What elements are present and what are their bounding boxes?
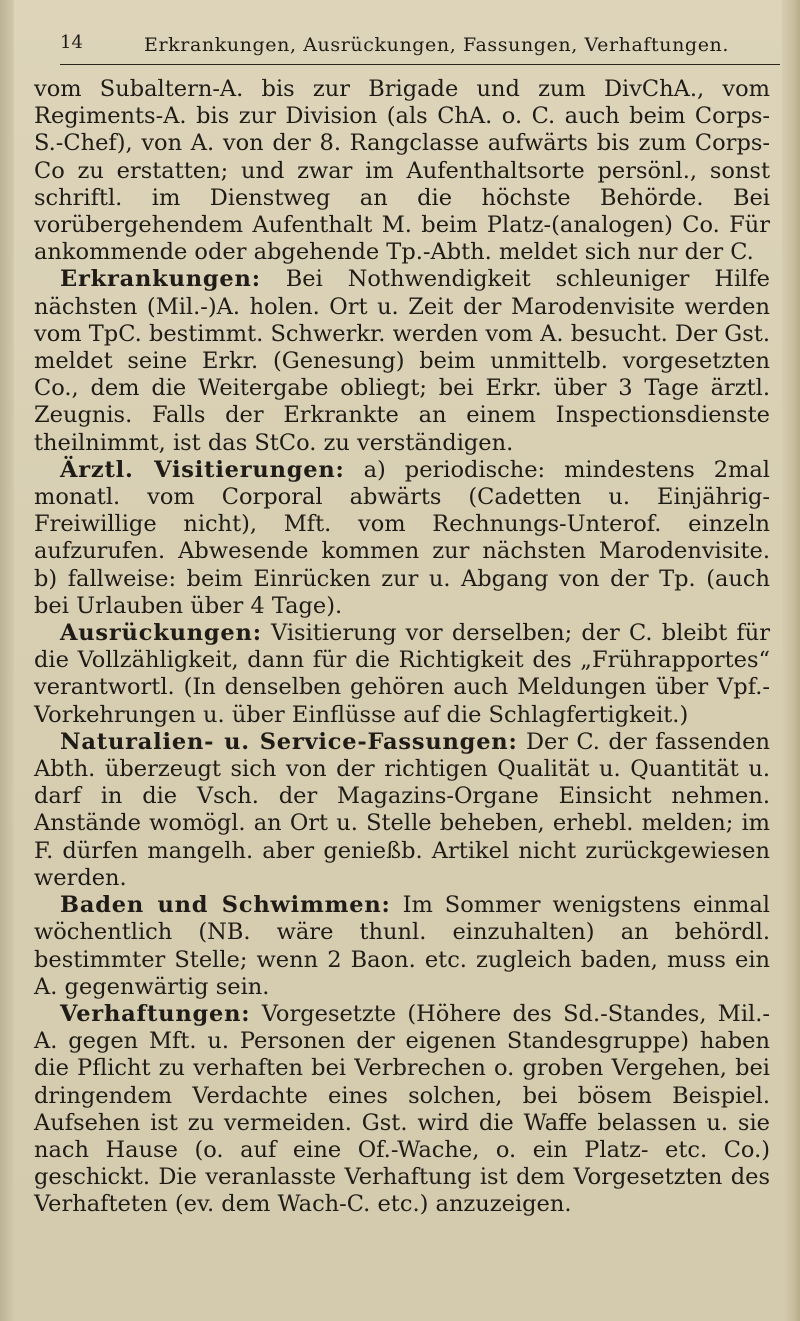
- paragraph-erkrankungen: [34, 266, 770, 456]
- paragraph-text: Der C. der fassenden Abth. überzeugt sich von der richtigen Qualität u. Quantität u. darf in die Vsch. der Magazins-Organe Einsicht nehmen. Anstände womögl. an Ort u. Stelle beheben, erhebl. melden; im F. dürfen mangelh. aber genießb. Artikel nicht zurückgewiesen werden.: [34, 728, 770, 891]
- paragraph-visitierungen: [34, 457, 770, 620]
- running-head: Erkrankungen, Ausrückungen, Fassungen, Verhaftungen.: [144, 34, 730, 56]
- section-heading: Baden und Schwimmen:: [60, 892, 391, 919]
- page-gutter-shadow: [0, 0, 14, 1321]
- paragraph-continuation: [34, 76, 770, 266]
- paragraph-ausrueckungen: [34, 620, 770, 729]
- body-text: [34, 76, 770, 1219]
- section-heading: Erkrankungen:: [60, 266, 261, 293]
- paragraph-verhaftungen: [34, 1001, 770, 1219]
- section-heading: Naturalien- u. Service-Fassungen:: [60, 728, 518, 755]
- paragraph-baden: [34, 892, 770, 1001]
- paragraph-text: a) periodische: mindestens 2mal monatl. vom Corporal abwärts (Cadetten u. Einjährig-Freiwillige nicht), Mft. vom Rechnungs-Unterof. einzeln aufzurufen. Abwesende kommen zur nächsten Marodenvisite. b) fallweise: beim Einrücken zur u. Abgang von der Tp. (auch bei Urlauben über 4 Tage).: [34, 456, 771, 619]
- section-heading: Ausrückungen:: [60, 620, 262, 647]
- section-heading: Ärztl. Visitierungen:: [60, 456, 345, 483]
- page-number: 14: [60, 32, 83, 53]
- paragraph-fassungen: [34, 729, 770, 892]
- paragraph-text: Im Sommer wenigstens einmal wöchentlich (NB. wäre thunl. einzuhalten) an behördl. bestimmter Stelle; wenn 2 Baon. etc. zugleich baden, muss ein A. gegenwärtig sein.: [34, 892, 770, 1000]
- page-edge-shadow: [782, 0, 800, 1321]
- paragraph-text: vom Subaltern-A. bis zur Brigade und zum DivChA., vom Regiments-A. bis zur Division (als ChA. o. C. auch beim Corps-S.-Chef), von A. von der 8. Rangclasse aufwärts bis zum Corps-Co zu erstatten; und zwar im Aufenthaltsorte persönl., sonst schriftl. im Dienstweg an die höchste Behörde. Bei vorübergehendem Aufenthalt M. beim Platz-(analogen) Co. Für ankommende oder abgehende Tp.-Abth. meldet sich nur der C.: [34, 76, 770, 266]
- paragraph-text: Bei Nothwendigkeit schleuniger Hilfe nächsten (Mil.-)A. holen. Ort u. Zeit der Marodenvisite werden vom TpC. bestimmt. Schwerkr. werden vom A. besucht. Der Gst. meldet seine Erkr. (Genesung) beim unmittelb. vorgesetzten Co., dem die Weitergabe obliegt; bei Erkr. über 3 Tage ärztl. Zeugnis. Falls der Erkrankte an einem Inspectionsdienste theilnimmt, ist das StCo. zu verständigen.: [34, 266, 771, 456]
- page-header: [60, 30, 780, 65]
- paragraph-text: Vorgesetzte (Höhere des Sd.-Standes, Mil.-A. gegen Mft. u. Personen der eigenen Standesgruppe) haben die Pflicht zu verhaften bei Verbrechen o. groben Vergehen, bei dringendem Verdachte eines solchen, bei bösem Beispiel. Aufsehen ist zu vermeiden. Gst. wird die Waffe belassen u. sie nach Hause (o. auf eine Of.-Wache, o. ein Platz- etc. Co.) geschickt. Die veranlasste Verhaftung ist dem Vorgesetzten des Verhafteten (ev. dem Wach-C. etc.) anzuzeigen.: [34, 1000, 770, 1218]
- section-heading: Verhaftungen:: [60, 1000, 251, 1027]
- paragraph-text: Visitierung vor derselben; der C. bleibt für die Vollzähligkeit, dann für die Richtigkeit des „Frührapportes“ verantwortl. (In denselben gehören auch Meldungen über Vpf.-Vorkehrungen u. über Einflüsse auf die Schlagfertigkeit.): [34, 620, 770, 728]
